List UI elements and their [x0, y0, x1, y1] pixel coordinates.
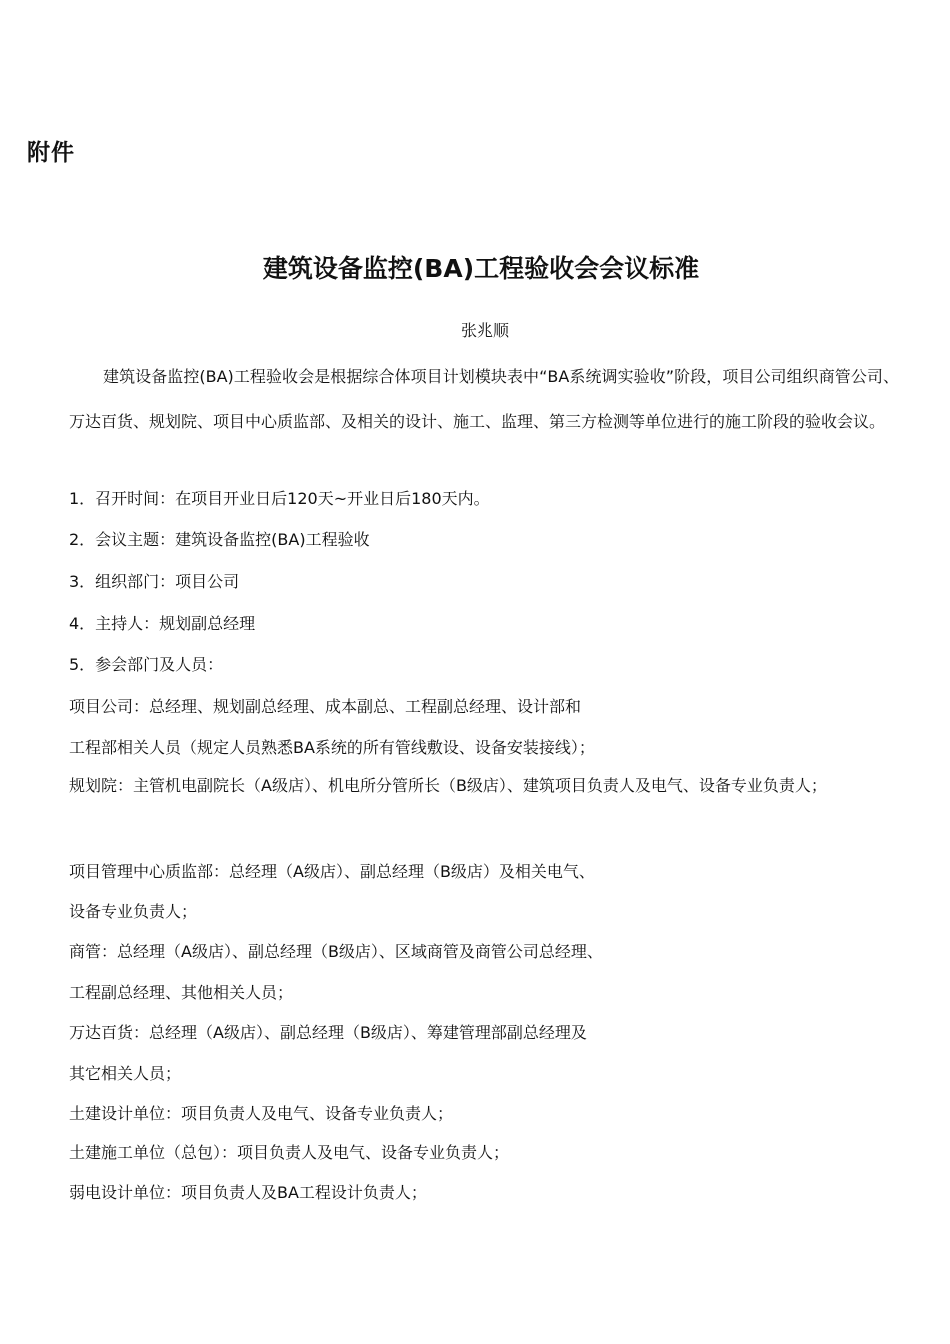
- intro-paragraph: 建筑设备监控(BA)工程验收会是根据综合体项目计划模块表中“BA系统调实验收”阶段，项目公司组织商管公司、万达百货、规划院、项目中心质监部、及相关的设计、施工、监理、第三方检测等单位进行的施工阶段的验收会议。: [69, 367, 899, 431]
- participants-commerce-line-1: 商管：总经理（A级店）、副总经理（B级店）、区域商管及商管公司总经理、: [69, 942, 603, 961]
- item-participants-heading: 5．参会部门及人员：: [69, 655, 224, 674]
- item-organizer: 3．组织部门：项目公司: [69, 572, 240, 591]
- participants-wanda-dept-line-2: 其它相关人员；: [69, 1064, 182, 1083]
- document-author: 张兆顺: [460, 321, 509, 340]
- item-meeting-time: 1．召开时间：在项目开业日后120天~开业日后180天内。: [69, 489, 490, 508]
- item-meeting-theme: 2．会议主题：建筑设备监控(BA)工程验收: [69, 530, 370, 549]
- item-host: 4．主持人：规划副总经理: [69, 614, 256, 633]
- attachment-label: 附件: [27, 140, 75, 166]
- participants-wanda-dept-line-1: 万达百货：总经理（A级店）、副总经理（B级店）、筹建管理部副总经理及: [69, 1023, 587, 1042]
- participants-quality-dept-line-1: 项目管理中心质监部：总经理（A级店）、副总经理（B级店）及相关电气、: [69, 862, 595, 881]
- participants-civil-design: 土建设计单位：项目负责人及电气、设备专业负责人；: [69, 1104, 454, 1123]
- participants-commerce-line-2: 工程副总经理、其他相关人员；: [69, 983, 294, 1002]
- participants-project-company-line-1: 项目公司：总经理、规划副总经理、成本副总、工程副总经理、设计部和: [69, 697, 582, 716]
- participants-weak-current-design: 弱电设计单位：项目负责人及BA工程设计负责人；: [69, 1183, 427, 1202]
- participants-project-company-line-2: 工程部相关人员（规定人员熟悉BA系统的所有管线敷设、设备安装接线）；: [69, 738, 595, 757]
- participants-civil-construction: 土建施工单位（总包）：项目负责人及电气、设备专业负责人；: [69, 1143, 510, 1162]
- participants-quality-dept-line-2: 设备专业负责人；: [69, 902, 198, 921]
- participants-planning-institute: 规划院：主管机电副院长（A级店）、机电所分管所长（B级店）、建筑项目负责人及电气、设备专业负责人；: [69, 776, 827, 795]
- document-title: 建筑设备监控(BA)工程验收会会议标准: [262, 254, 700, 283]
